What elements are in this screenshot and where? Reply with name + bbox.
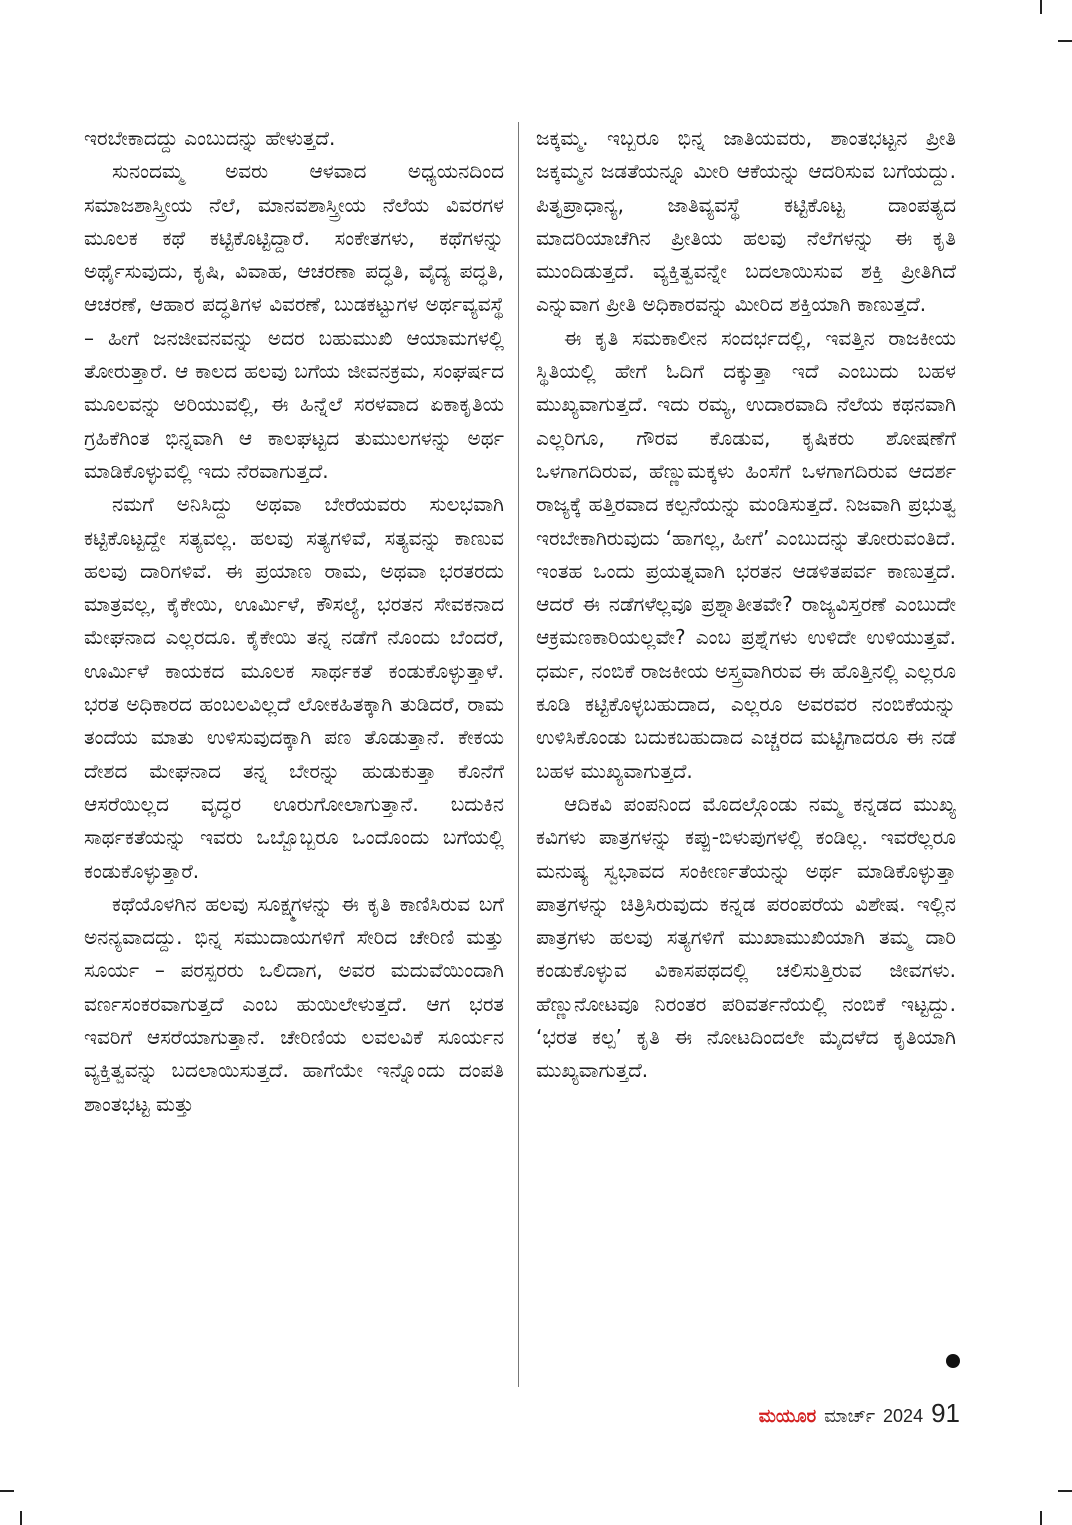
crop-mark-right-upper [1058,40,1072,42]
paragraph: ಸುನಂದಮ್ಮ ಅವರು ಆಳವಾದ ಅಧ್ಯಯನದಿಂದ ಸಮಾಜಶಾಸ್ತ್ರೀಯ ನೆಲೆ, ಮಾನವಶಾಸ್ತ್ರೀಯ ನೆಲೆಯ ವಿವರಗಳ ಮೂಲಕ ಕಥೆ ಕಟ್ಟಿಕೊಟ್ಟಿದ್ದಾರೆ. ಸಂಕೇತಗಳು, ಕಥೆಗಳನ್ನು ಅರ್ಥೈಸುವುದು, ಕೃಷಿ, ವಿವಾಹ, ಆಚರಣಾ ಪದ್ಧತಿ, ವೈದ್ಯ ಪದ್ಧತಿ, ಆಚರಣೆ, ಆಹಾರ ಪದ್ಧತಿಗಳ ವಿವರಣೆ, ಬುಡಕಟ್ಟುಗಳ ಅರ್ಥವ್ಯವಸ್ಥೆ – ಹೀಗೆ ಜನಜೀವನವನ್ನು ಅದರ ಬಹುಮುಖಿ ಆಯಾಮಗಳಲ್ಲಿ ತೋರುತ್ತಾರೆ. ಆ ಕಾಲದ ಹಲವು ಬಗೆಯ ಜೀವನಕ್ರಮ, ಸಂಘರ್ಷದ ಮೂಲವನ್ನು ಅರಿಯುವಲ್ಲಿ, ಈ ಹಿನ್ನೆಲೆ ಸರಳವಾದ ಏಕಾಕೃತಿಯ ಗ್ರಹಿಕೆಗಿಂತ ಭಿನ್ನವಾಗಿ ಆ ಕಾಲಘಟ್ಟದ ತುಮುಲಗಳನ್ನು ಅರ್ಥ ಮಾಡಿಕೊಳ್ಳುವಲ್ಲಿ ಇದು ನೆರವಾಗುತ್ತದೆ. [84,159,504,483]
crop-mark-bottom-left [20,1511,22,1525]
crop-mark-top-right [1040,0,1042,14]
article-right-column [536,122,956,1088]
page-footer [759,1398,960,1429]
article-left-column [84,122,504,1121]
issue-year: 2024 [883,1406,924,1426]
issue-month: ಮಾರ್ಚ್ [824,1406,876,1427]
paragraph: ಆದಿಕವಿ ಪಂಪನಿಂದ ಮೊದಲ್ಗೊಂಡು ನಮ್ಮ ಕನ್ನಡದ ಮುಖ್ಯ ಕವಿಗಳು ಪಾತ್ರಗಳನ್ನು ಕಪ್ಪು-ಬಿಳುಪುಗಳಲ್ಲಿ ಕಂಡಿಲ್ಲ. ಇವರೆಲ್ಲರೂ ಮನುಷ್ಯ ಸ್ವಭಾವದ ಸಂಕೀರ್ಣತೆಯನ್ನು ಅರ್ಥ ಮಾಡಿಕೊಳ್ಳುತ್ತಾ ಪಾತ್ರಗಳನ್ನು ಚಿತ್ರಿಸಿರುವುದು ಕನ್ನಡ ಪರಂಪರೆಯ ವಿಶೇಷ. ಇಲ್ಲಿನ ಪಾತ್ರಗಳು ಹಲವು ಸತ್ಯಗಳಿಗೆ ಮುಖಾಮುಖಿಯಾಗಿ ತಮ್ಮ ದಾರಿ ಕಂಡುಕೊಳ್ಳುವ ವಿಕಾಸಪಥದಲ್ಲಿ ಚಲಿಸುತ್ತಿರುವ ಜೀವಗಳು. ಹೆಣ್ಣುನೋಟವೂ ನಿರಂತರ ಪರಿವರ್ತನೆಯಲ್ಲಿ ನಂಬಿಕೆ ಇಟ್ಟದ್ದು. ‘ಭರತ ಕಲ್ಪ’ ಕೃತಿ ಈ ನೋಟದಿಂದಲೇ ಮೈದಳೆದ ಕೃತಿಯಾಗಿ ಮುಖ್ಯವಾಗುತ್ತದೆ. [536,791,956,1083]
paragraph: ಜಕ್ಕಮ್ಮ. ಇಬ್ಬರೂ ಭಿನ್ನ ಜಾತಿಯವರು, ಶಾಂತಭಟ್ಟನ ಪ್ರೀತಿ ಜಕ್ಕಮ್ಮನ ಜಡತೆಯನ್ನೂ ಮೀರಿ ಆಕೆಯನ್ನು ಆದರಿಸುವ ಬಗೆಯದ್ದು. ಪಿತೃಪ್ರಾಧಾನ್ಯ, ಜಾತಿವ್ಯವಸ್ಥೆ ಕಟ್ಟಿಕೊಟ್ಟ ದಾಂಪತ್ಯದ ಮಾದರಿಯಾಚೆಗಿನ ಪ್ರೀತಿಯ ಹಲವು ನೆಲೆಗಳನ್ನು ಈ ಕೃತಿ ಮುಂದಿಡುತ್ತದೆ. ವ್ಯಕ್ತಿತ್ವವನ್ನೇ ಬದಲಾಯಿಸುವ ಶಕ್ತಿ ಪ್ರೀತಿಗಿದೆ ಎನ್ನುವಾಗ ಪ್ರೀತಿ ಅಧಿಕಾರವನ್ನು ಮೀರಿದ ಶಕ್ತಿಯಾಗಿ ಕಾಣುತ್ತದೆ. [536,126,956,317]
paragraph: ಕಥೆಯೊಳಗಿನ ಹಲವು ಸೂಕ್ಷ್ಮಗಳನ್ನು ಈ ಕೃತಿ ಕಾಣಿಸಿರುವ ಬಗೆ ಅನನ್ಯವಾದದ್ದು. ಭಿನ್ನ ಸಮುದಾಯಗಳಿಗೆ ಸೇರಿದ ಚೇರಿಣಿ ಮತ್ತು ಸೂರ್ಯ – ಪರಸ್ಪರರು ಒಲಿದಾಗ, ಅವರ ಮದುವೆಯಿಂದಾಗಿ ವರ್ಣಸಂಕರವಾಗುತ್ತದೆ ಎಂಬ ಹುಯಿಲೇಳುತ್ತದೆ. ಆಗ ಭರತ ಇವರಿಗೆ ಆಸರೆಯಾಗುತ್ತಾನೆ. ಚೇರಿಣಿಯ ಲವಲವಿಕೆ ಸೂರ್ಯನ ವ್ಯಕ್ತಿತ್ವವನ್ನು ಬದಲಾಯಿಸುತ್ತದೆ. ಹಾಗೆಯೇ ಇನ್ನೊಂದು ದಂಪತಿ ಶಾಂತಭಟ್ಟ ಮತ್ತು [84,891,504,1116]
paragraph: ನಮಗೆ ಅನಿಸಿದ್ದು ಅಥವಾ ಬೇರೆಯವರು ಸುಲಭವಾಗಿ ಕಟ್ಟಿಕೊಟ್ಟದ್ದೇ ಸತ್ಯವಲ್ಲ. ಹಲವು ಸತ್ಯಗಳಿವೆ, ಸತ್ಯವನ್ನು ಕಾಣುವ ಹಲವು ದಾರಿಗಳಿವೆ. ಈ ಪ್ರಯಾಣ ರಾಮ, ಅಥವಾ ಭರತರದು ಮಾತ್ರವಲ್ಲ, ಕೈಕೇಯಿ, ಊರ್ಮಿಳೆ, ಕೌಸಲ್ಯೆ, ಭರತನ ಸೇವಕನಾದ ಮೇಘನಾದ ಎಲ್ಲರದೂ. ಕೈಕೇಯಿ ತನ್ನ ನಡೆಗೆ ನೊಂದು ಬೆಂದರೆ, ಊರ್ಮಿಳೆ ಕಾಯಕದ ಮೂಲಕ ಸಾರ್ಥಕತೆ ಕಂಡುಕೊಳ್ಳುತ್ತಾಳೆ. ಭರತ ಅಧಿಕಾರದ ಹಂಬಲವಿಲ್ಲದೆ ಲೋಕಹಿತಕ್ಕಾಗಿ ತುಡಿದರೆ, ರಾಮ ತಂದೆಯ ಮಾತು ಉಳಿಸುವುದಕ್ಕಾಗಿ ಪಣ ತೊಡುತ್ತಾನೆ. ಕೇಕಯ ದೇಶದ ಮೇಘನಾದ ತನ್ನ ಬೇರನ್ನು ಹುಡುಕುತ್ತಾ ಕೊನೆಗೆ ಆಸರೆಯಿಲ್ಲದ ವೃದ್ಧರ ಊರುಗೋಲಾಗುತ್ತಾನೆ. ಬದುಕಿನ ಸಾರ್ಥಕತೆಯನ್ನು ಇವರು ಒಬ್ಬೊಬ್ಬರೂ ಒಂದೊಂದು ಬಗೆಯಲ್ಲಿ ಕಂಡುಕೊಳ್ಳುತ್ತಾರೆ. [84,492,504,883]
crop-mark-bottom-right [1040,1511,1042,1525]
column-divider [518,122,519,1387]
magazine-logo: ಮಯೂರ [758,1406,817,1427]
paragraph: ಇರಬೇಕಾದದ್ದು ಎಂಬುದನ್ನು ಹೇಳುತ್ತದೆ. [84,126,336,150]
paragraph: ಈ ಕೃತಿ ಸಮಕಾಲೀನ ಸಂದರ್ಭದಲ್ಲಿ, ಇವತ್ತಿನ ರಾಜಕೀಯ ಸ್ಥಿತಿಯಲ್ಲಿ ಹೇಗೆ ಓದಿಗೆ ದಕ್ಕುತ್ತಾ ಇದೆ ಎಂಬುದು ಬಹಳ ಮುಖ್ಯವಾಗುತ್ತದೆ. ಇದು ರಮ್ಯ, ಉದಾರವಾದಿ ನೆಲೆಯ ಕಥನವಾಗಿ ಎಲ್ಲರಿಗೂ, ಗೌರವ ಕೊಡುವ, ಕೃಷಿಕರು ಶೋಷಣೆಗೆ ಒಳಗಾಗದಿರುವ, ಹೆಣ್ಣುಮಕ್ಕಳು ಹಿಂಸೆಗೆ ಒಳಗಾಗದಿರುವ ಆದರ್ಶ ರಾಜ್ಯಕ್ಕೆ ಹತ್ತಿರವಾದ ಕಲ್ಪನೆಯನ್ನು ಮಂಡಿಸುತ್ತದೆ. ನಿಜವಾಗಿ ಪ್ರಭುತ್ವ ಇರಬೇಕಾಗಿರುವುದು ‘ಹಾಗಲ್ಲ, ಹೀಗೆ’ ಎಂಬುದನ್ನು ತೋರುವಂತಿದೆ. ಇಂತಹ ಒಂದು ಪ್ರಯತ್ನವಾಗಿ ಭರತನ ಆಡಳಿತಪರ್ವ ಕಾಣುತ್ತದೆ. ಆದರೆ ಈ ನಡೆಗಳೆಲ್ಲವೂ ಪ್ರಶ್ನಾತೀತವೇ? ರಾಜ್ಯವಿಸ್ತರಣೆ ಎಂಬುದೇ ಆಕ್ರಮಣಕಾರಿಯಲ್ಲವೇ? ಎಂಬ ಪ್ರಶ್ನೆಗಳು ಉಳಿದೇ ಉಳಿಯುತ್ತವೆ. ಧರ್ಮ, ನಂಬಿಕೆ ರಾಜಕೀಯ ಅಸ್ತ್ರವಾಗಿರುವ ಈ ಹೊತ್ತಿನಲ್ಲಿ ಎಲ್ಲರೂ ಕೂಡಿ ಕಟ್ಟಿಕೊಳ್ಳಬಹುದಾದ, ಎಲ್ಲರೂ ಅವರವರ ನಂಬಿಕೆಯನ್ನು ಉಳಿಸಿಕೊಂಡು ಬದುಕಬಹುದಾದ ಎಚ್ಚರದ ಮಟ್ಟಿಗಾದರೂ ಈ ನಡೆ ಬಹಳ ಮುಖ್ಯವಾಗುತ್ತದೆ. [536,325,956,783]
page-number: 91 [931,1398,960,1428]
crop-mark-right-lower [1058,1490,1072,1492]
end-of-article-bullet [946,1354,960,1368]
crop-mark-left-lower [0,1490,14,1492]
